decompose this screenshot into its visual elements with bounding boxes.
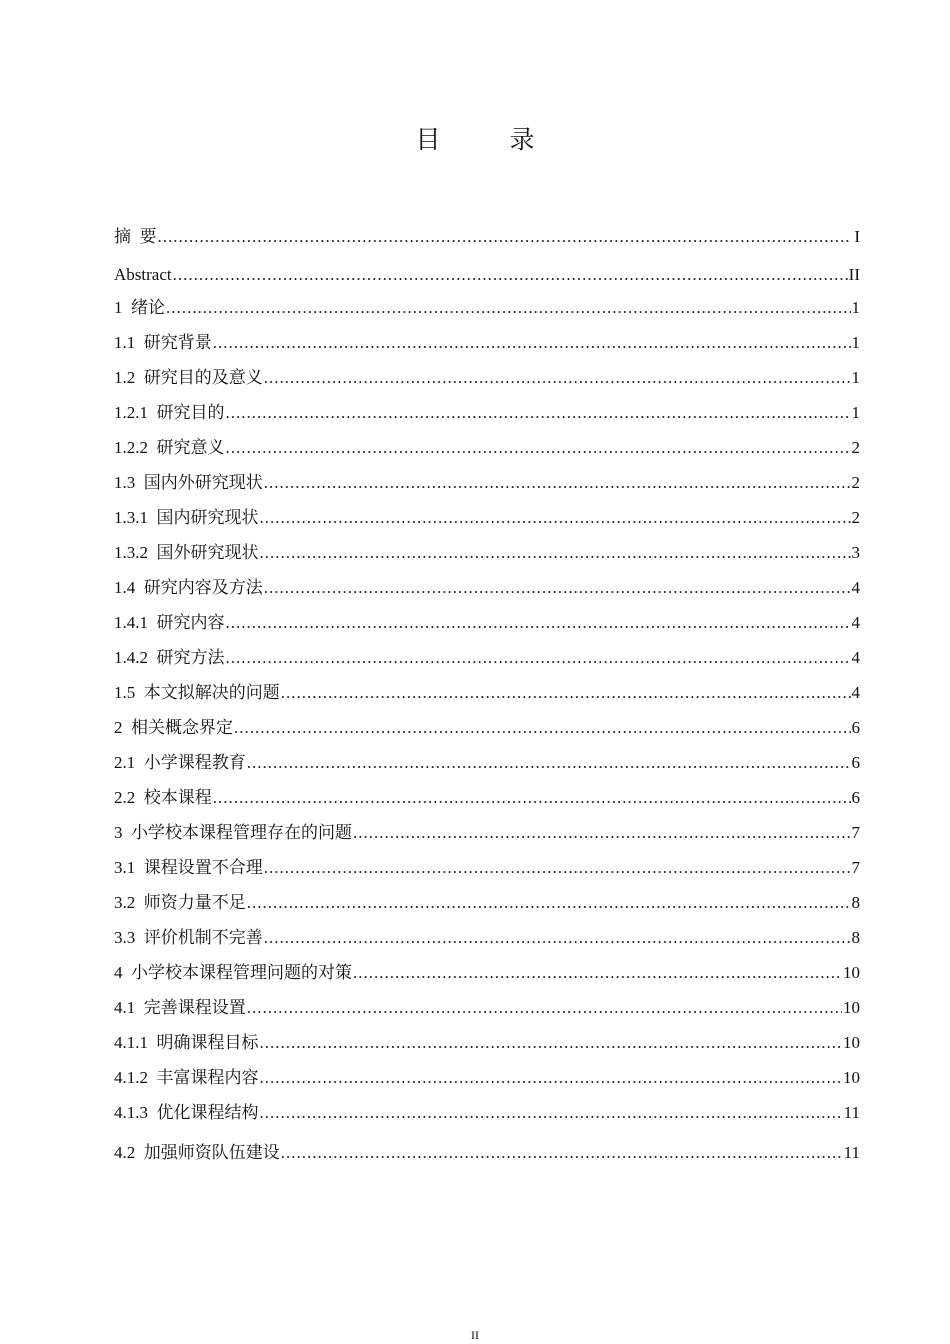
toc-entry[interactable] xyxy=(114,391,860,426)
toc-entry[interactable] xyxy=(114,601,860,636)
toc-entry-page: 1 xyxy=(851,298,860,317)
toc-entry-page: 1 xyxy=(851,333,860,352)
toc-entry-text: 2.1 小学课程教育 xyxy=(114,753,246,772)
toc-entry-page: 2 xyxy=(851,438,860,457)
toc-entry[interactable] xyxy=(114,566,860,601)
toc-leader-dots xyxy=(247,998,842,1018)
toc-entry[interactable] xyxy=(114,671,860,706)
toc-entry[interactable] xyxy=(114,212,860,250)
toc-entry-text: 3.2 师资力量不足 xyxy=(114,893,246,912)
toc-entry-text: 1.3.1 国内研究现状 xyxy=(114,508,259,527)
toc-entry-page: 4 xyxy=(851,683,860,702)
toc-entry-page: 7 xyxy=(851,858,860,877)
toc-entry[interactable] xyxy=(114,811,860,846)
toc-leader-dots xyxy=(260,1068,843,1088)
toc-entry-text: 1.3.2 国外研究现状 xyxy=(114,543,259,562)
page-number: II xyxy=(471,1328,479,1342)
toc-leader-dots xyxy=(260,1033,843,1053)
toc-entry-page: 11 xyxy=(843,1143,860,1162)
toc-entry[interactable] xyxy=(114,250,860,288)
toc-entry-page: 11 xyxy=(843,1103,860,1122)
toc-entry-page: 4 xyxy=(851,578,860,597)
toc-entry[interactable] xyxy=(114,846,860,881)
toc-entry[interactable] xyxy=(114,426,860,461)
toc-entry-text: 1.2.1 研究目的 xyxy=(114,403,225,422)
toc-entry-page: 10 xyxy=(843,1068,860,1087)
toc-entry-text: 2.2 校本课程 xyxy=(114,788,212,807)
toc-entry-text: 4.1 完善课程设置 xyxy=(114,998,246,1017)
toc-entry[interactable] xyxy=(114,356,860,391)
toc-entry[interactable] xyxy=(114,916,860,951)
toc-leader-dots xyxy=(158,227,852,247)
toc-entry-page: 8 xyxy=(851,893,860,912)
toc-leader-dots xyxy=(281,683,851,703)
toc-entry-page: 6 xyxy=(851,788,860,807)
toc-entry[interactable] xyxy=(114,1126,860,1166)
toc-entry[interactable] xyxy=(114,461,860,496)
toc-entry[interactable] xyxy=(114,881,860,916)
toc-entry-page: I xyxy=(854,227,860,246)
toc-leader-dots xyxy=(213,333,851,353)
toc-entry-text: 1.4 研究内容及方法 xyxy=(114,578,263,597)
toc-leader-dots xyxy=(353,963,842,983)
toc-leader-dots xyxy=(260,543,851,563)
toc-entry-text: 4.1.1 明确课程目标 xyxy=(114,1033,259,1052)
toc-entry-page: 4 xyxy=(851,648,860,667)
toc-entry-page: 1 xyxy=(851,368,860,387)
toc-entry-text: 1.2 研究目的及意义 xyxy=(114,368,263,387)
toc-entry-text: 1.3 国内外研究现状 xyxy=(114,473,263,492)
toc-entry-text: 3.1 课程设置不合理 xyxy=(114,858,263,877)
toc-entry-text: 4.1.3 优化课程结构 xyxy=(114,1103,259,1122)
toc-entry-page: 3 xyxy=(851,543,860,562)
toc-leader-dots xyxy=(281,1143,843,1163)
toc-entry-page: 2 xyxy=(851,473,860,492)
table-of-contents xyxy=(114,212,860,1166)
toc-leader-dots xyxy=(264,578,851,598)
toc-entry-page: 8 xyxy=(851,928,860,947)
toc-leader-dots xyxy=(226,648,851,668)
toc-entry-text: 1.5 本文拟解决的问题 xyxy=(114,683,280,702)
toc-entry-text: 4.1.2 丰富课程内容 xyxy=(114,1068,259,1087)
toc-entry-page: 7 xyxy=(851,823,860,842)
toc-leader-dots xyxy=(353,823,851,843)
toc-leader-dots xyxy=(234,718,851,738)
toc-entry[interactable] xyxy=(114,636,860,671)
toc-entry[interactable] xyxy=(114,321,860,356)
toc-entry[interactable] xyxy=(114,951,860,986)
toc-leader-dots xyxy=(247,753,851,773)
page-title: 目 录 xyxy=(415,125,557,154)
toc-entry-page: 1 xyxy=(851,403,860,422)
toc-leader-dots xyxy=(213,788,851,808)
toc-entry-page: 10 xyxy=(843,963,860,982)
toc-entry[interactable] xyxy=(114,706,860,741)
toc-entry-page: 6 xyxy=(851,718,860,737)
toc-leader-dots xyxy=(260,508,851,528)
toc-entry-text: 4 小学校本课程管理问题的对策 xyxy=(114,963,352,982)
toc-leader-dots xyxy=(264,858,851,878)
toc-entry-page: 6 xyxy=(851,753,860,772)
toc-entry-text: 2 相关概念界定 xyxy=(114,718,233,737)
toc-leader-dots xyxy=(173,265,848,285)
toc-entry-page: 10 xyxy=(843,1033,860,1052)
toc-entry-text: 1 绪论 xyxy=(114,298,165,317)
toc-entry[interactable] xyxy=(114,1021,860,1056)
toc-entry-text: Abstract xyxy=(114,265,172,284)
toc-leader-dots xyxy=(264,368,851,388)
toc-entry-page: 4 xyxy=(851,613,860,632)
toc-entry-page: II xyxy=(848,265,860,284)
toc-entry-text: 1.1 研究背景 xyxy=(114,333,212,352)
toc-entry[interactable] xyxy=(114,986,860,1021)
toc-entry-text: 1.2.2 研究意义 xyxy=(114,438,225,457)
toc-leader-dots xyxy=(226,438,851,458)
toc-entry[interactable] xyxy=(114,776,860,811)
toc-leader-dots xyxy=(260,1103,843,1123)
toc-entry-text: 1.4.1 研究内容 xyxy=(114,613,225,632)
toc-entry[interactable] xyxy=(114,288,860,321)
toc-entry[interactable] xyxy=(114,531,860,566)
toc-entry-text: 3.3 评价机制不完善 xyxy=(114,928,263,947)
toc-entry[interactable] xyxy=(114,496,860,531)
toc-entry-text: 摘 要 xyxy=(114,227,157,246)
toc-leader-dots xyxy=(247,893,851,913)
toc-entry-text: 1.4.2 研究方法 xyxy=(114,648,225,667)
toc-leader-dots xyxy=(264,473,851,493)
toc-leader-dots xyxy=(264,928,851,948)
toc-leader-dots xyxy=(226,613,851,633)
toc-leader-dots xyxy=(166,298,851,318)
toc-entry-text: 4.2 加强师资队伍建设 xyxy=(114,1143,280,1162)
toc-leader-dots xyxy=(226,403,851,423)
toc-entry[interactable] xyxy=(114,741,860,776)
toc-entry-page: 2 xyxy=(851,508,860,527)
toc-entry[interactable] xyxy=(114,1091,860,1126)
toc-entry-text: 3 小学校本课程管理存在的问题 xyxy=(114,823,352,842)
toc-entry-page: 10 xyxy=(843,998,860,1017)
toc-entry[interactable] xyxy=(114,1056,860,1091)
